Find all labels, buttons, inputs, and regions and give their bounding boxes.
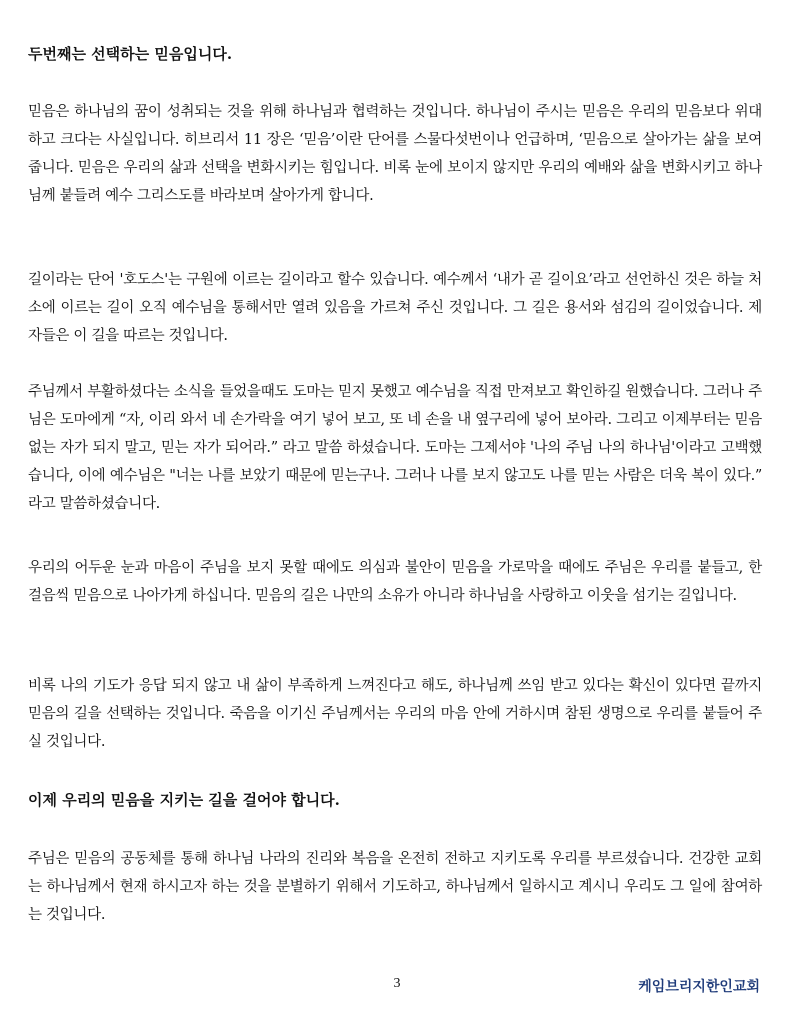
page-number: 3 <box>393 976 401 991</box>
church-name: 케임브리지한인교회 <box>638 979 760 995</box>
section-heading-keeping-faith: 이제 우리의 믿음을 지키는 길을 걸어야 합니다. <box>28 791 340 809</box>
paragraph-thomas: 주님께서 부활하셨다는 소식을 들었을때도 도마는 믿지 못했고 예수님을 직접 만져보고 확인하길 원했습니다. 그러나 주님은 도마에게 “자, 이리 와서 네 손가락을 여기 넣어 보고, 또 네 손을 내 옆구리에 넣어 보아라. 그리고 이제부터는 믿음 없는 자가 되지 말고, 믿는 자가 되어라.” 라고 말씀 하셨습니다. 도마는 그제서야 '나의 주님 나의 하나님'이라고 고백했습니다, 이에 예수님은 "너는 나를 보았기 때문에 믿는구나. 그러나 나를 보지 않고도 나를 믿는 사람은 더욱 복이 있다.” 라고 말씀하셨습니다. <box>28 384 762 512</box>
paragraph-faith-community: 주님은 믿음의 공동체를 통해 하나님 나라의 진리와 복음을 온전히 전하고 지키도록 우리를 부르셨습니다. 건강한 교회는 하나님께서 현재 하시고자 하는 것을 분별하기 위해서 기도하고, 하나님께서 일하시고 계시니 우리도 그 일에 참여하는 것입니다. <box>28 851 762 923</box>
section-heading-choosing-faith: 두번째는 선택하는 믿음입니다. <box>28 45 233 63</box>
paragraph-hodos-way: 길이라는 단어 '호도스'는 구원에 이르는 길이라고 할수 있습니다. 예수께서 ‘내가 곧 길이요’라고 선언하신 것은 하늘 처소에 이르는 길이 오직 예수님을 통해서만 열려 있음을 가르쳐 주신 것입니다. 그 길은 용서와 섬김의 길이었습니다. 제자들은 이 길을 따르는 것입니다. <box>28 272 762 344</box>
paragraph-faith-definition: 믿음은 하나님의 꿈이 성취되는 것을 위해 하나님과 협력하는 것입니다. 하나님이 주시는 믿음은 우리의 믿음보다 위대하고 크다는 사실입니다. 히브리서 11 장은 ‘믿음’이란 단어를 스물다섯번이나 언급하며, ‘믿음으로 살아가는 삶을 보여줍니다. 믿음은 우리의 삶과 선택을 변화시키는 힘입니다. 비록 눈에 보이지 않지만 우리의 예배와 삶을 변화시키고 하나님께 붙들려 예수 그리스도를 바라보며 살아가게 합니다. <box>28 104 762 204</box>
document-page <box>28 0 762 1023</box>
paragraph-unanswered-prayer: 비록 나의 기도가 응답 되지 않고 내 삶이 부족하게 느껴진다고 해도, 하나님께 쓰임 받고 있다는 확신이 있다면 끝까지 믿음의 길을 선택하는 것입니다. 죽음을 이기신 주님께서는 우리의 마음 안에 거하시며 참된 생명으로 우리를 붙들어 주실 것입니다. <box>28 678 762 750</box>
paragraph-dark-eyes: 우리의 어두운 눈과 마음이 주님을 보지 못할 때에도 의심과 불안이 믿음을 가로막을 때에도 주님은 우리를 붙들고, 한 걸음씩 믿음으로 나아가게 하십니다. 믿음의 길은 나만의 소유가 아니라 하나님을 사랑하고 이웃을 섬기는 길입니다. <box>28 560 762 604</box>
